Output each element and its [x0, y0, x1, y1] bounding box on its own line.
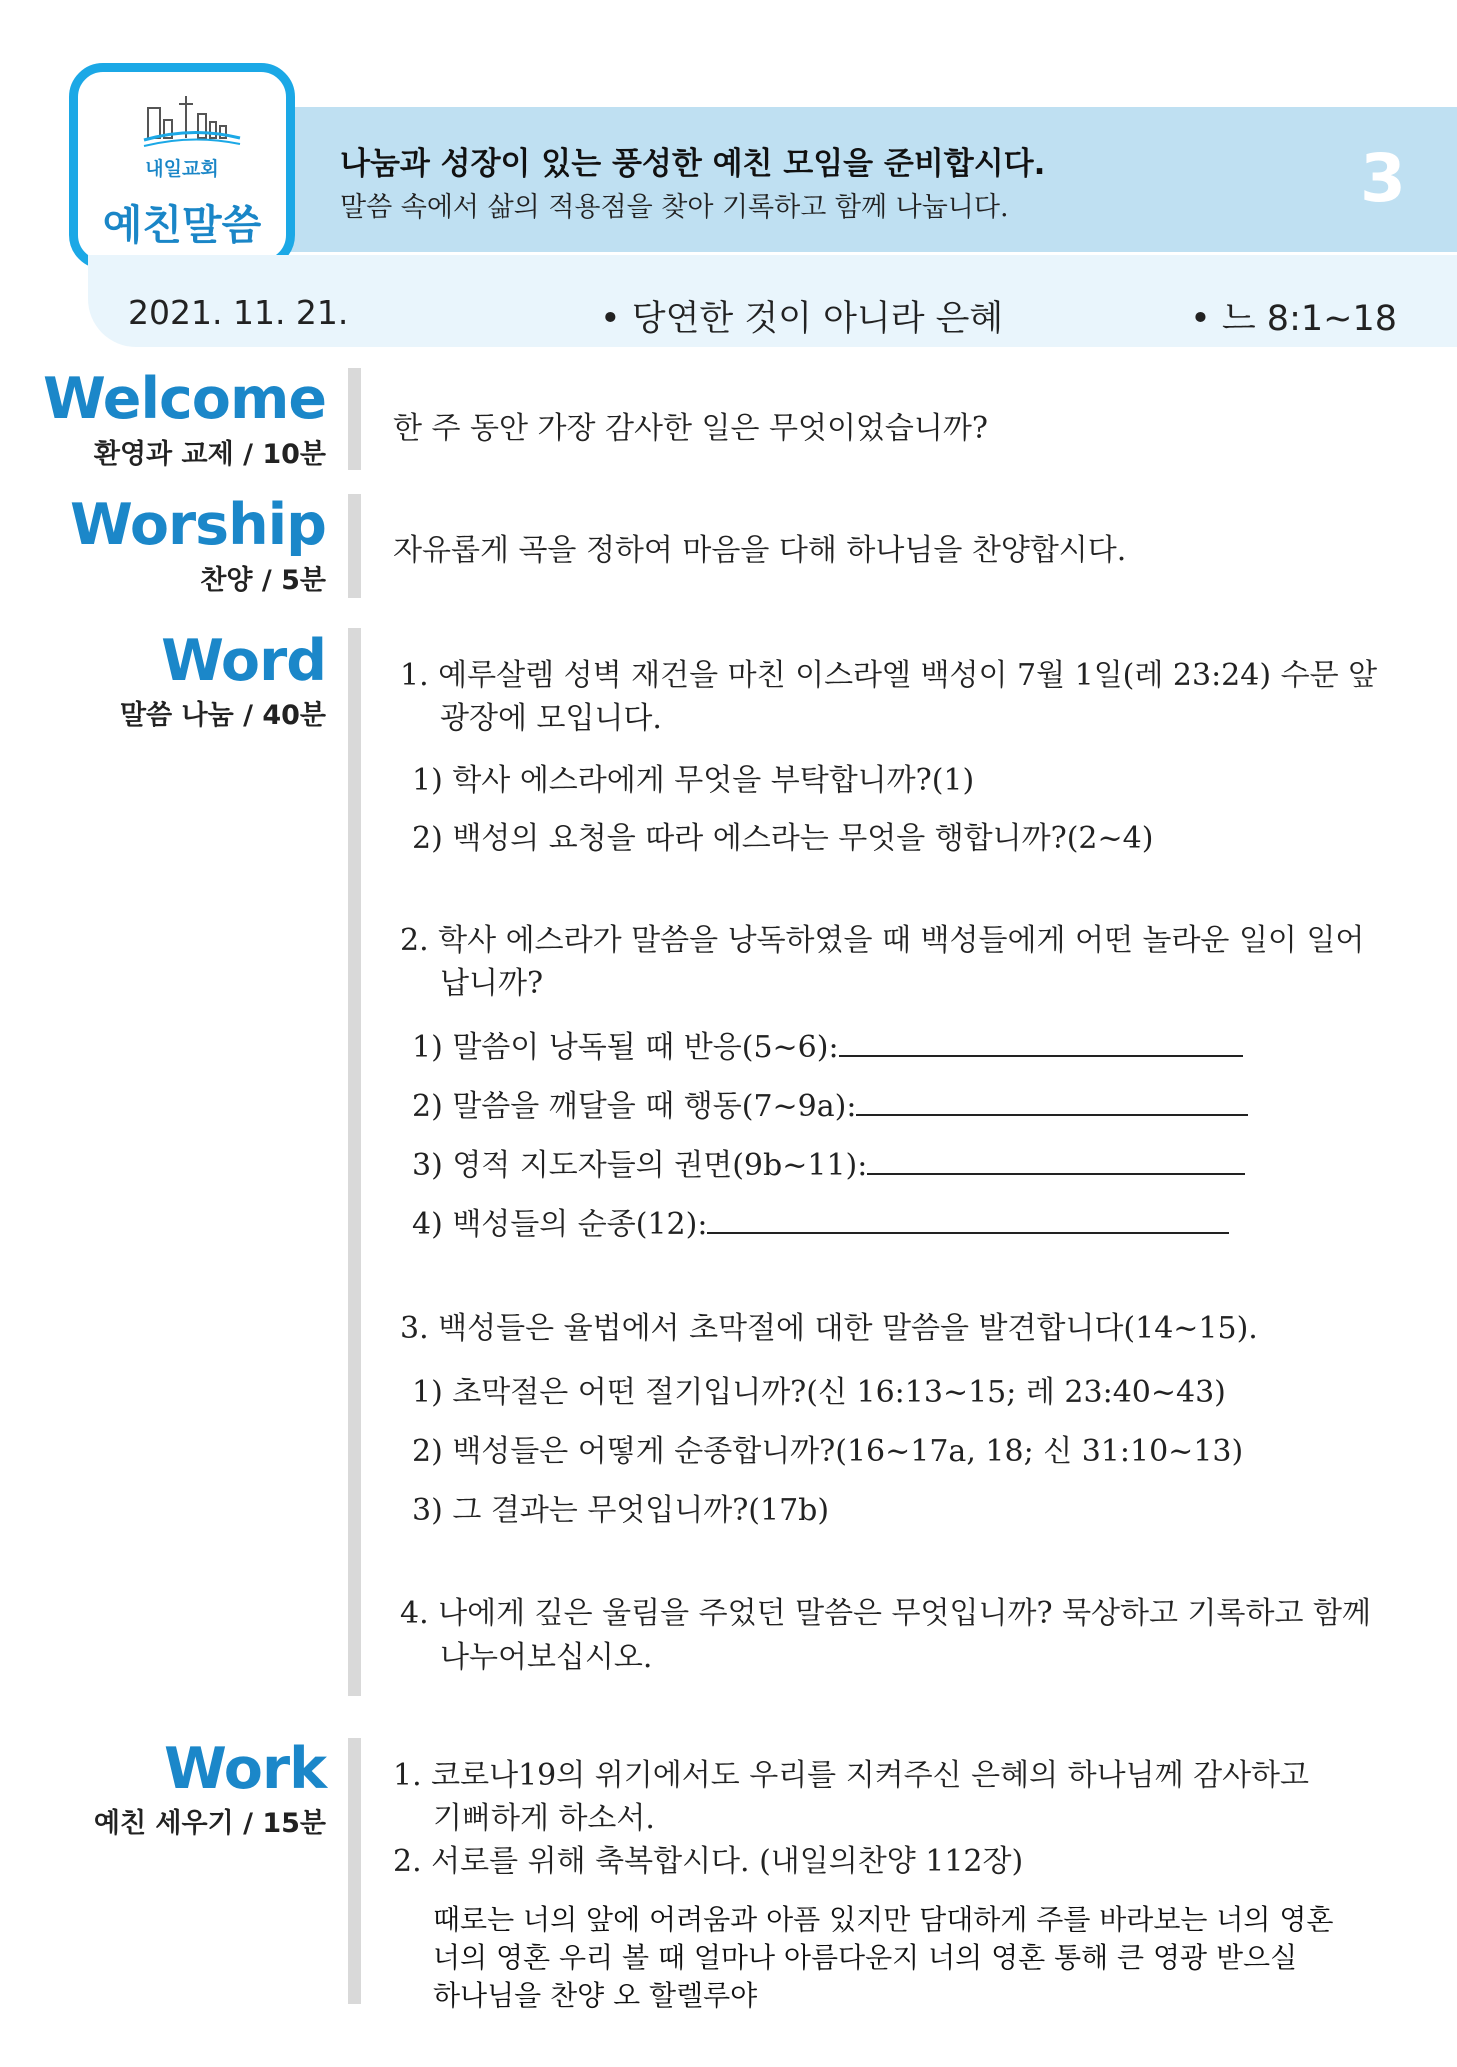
question-4-cont: 나누어보십시오.: [440, 1640, 653, 1675]
question-2-c-label: 3) 영적 지도자들의 권면(9b~11):: [412, 1148, 868, 1183]
answer-blank[interactable]: [867, 1145, 1245, 1175]
word-sub: 말씀 나눔 / 40분: [119, 700, 326, 731]
question-1-cont: 광장에 모입니다.: [440, 701, 662, 736]
welcome-text: 한 주 동안 가장 감사한 일은 무엇이었습니까?: [393, 411, 988, 446]
worship-text: 자유롭게 곡을 정하여 마음을 다해 하나님을 찬양합시다.: [393, 533, 1127, 568]
word-title: Word: [161, 628, 326, 694]
answer-blank[interactable]: [839, 1027, 1243, 1057]
divider-bar: [348, 628, 361, 1696]
question-2-a: [412, 1022, 1243, 1066]
subline: 말씀 속에서 삶의 적용점을 찾아 기록하고 함께 나눕니다.: [340, 192, 1009, 223]
question-1: 1. 예루살렘 성벽 재건을 마친 이스라엘 백성이 7월 1일(레 23:24) 수문 앞: [400, 658, 1378, 693]
prayer-1-cont: 기뻐하게 하소서.: [433, 1801, 655, 1836]
church-name: 내일교회: [145, 158, 219, 180]
divider-bar: [348, 368, 361, 470]
date: 2021. 11. 21.: [128, 293, 349, 332]
church-logo-icon: [142, 94, 242, 154]
prayer-2: 2. 서로를 위해 축복합시다. (내일의찬양 112장): [393, 1844, 1024, 1879]
divider-bar: [348, 494, 361, 598]
hymn-line-2: 너의 영혼 우리 볼 때 얼마나 아름다운지 너의 영혼 통해 큰 영광 받으실: [433, 1941, 1298, 1974]
welcome-sub: 환영과 교제 / 10분: [93, 439, 326, 470]
hymn-line-1: 때로는 너의 앞에 어려움과 아픔 있지만 담대하게 주를 바라보는 너의 영혼: [433, 1903, 1334, 1936]
hymn-line-3: 하나님을 찬양 오 할렐루야: [433, 1979, 758, 2012]
question-2-b-label: 2) 말씀을 깨달을 때 행동(7~9a):: [412, 1089, 857, 1124]
sermon-theme: • 당연한 것이 아니라 은혜: [600, 299, 1004, 339]
question-2-a-label: 1) 말씀이 낭독될 때 반응(5~6):: [412, 1030, 839, 1065]
question-4: 4. 나에게 깊은 울림을 주었던 말씀은 무엇입니까? 묵상하고 기록하고 함께: [400, 1596, 1371, 1631]
question-1-a: 1) 학사 에스라에게 무엇을 부탁합니까?(1): [412, 763, 975, 798]
question-3-b: 2) 백성들은 어떻게 순종합니까?(16~17a, 18; 신 31:10~13): [412, 1434, 1244, 1469]
question-2-c: [412, 1140, 1245, 1184]
worship-sub: 찬양 / 5분: [200, 565, 326, 596]
question-2: 2. 학사 에스라가 말씀을 낭독하였을 때 백성들에게 어떤 놀라운 일이 일어: [400, 923, 1365, 958]
question-3-a: 1) 초막절은 어떤 절기입니까?(신 16:13~15; 레 23:40~43): [412, 1375, 1226, 1410]
logo: [69, 63, 295, 269]
question-2-b: [412, 1081, 1248, 1125]
answer-blank[interactable]: [707, 1204, 1229, 1234]
question-3: 3. 백성들은 율법에서 초막절에 대한 말씀을 발견합니다(14~15).: [400, 1311, 1258, 1346]
welcome-title: Welcome: [42, 366, 326, 432]
worship-title: Worship: [70, 492, 326, 558]
question-1-b: 2) 백성의 요청을 따라 에스라는 무엇을 행합니까?(2~4): [412, 821, 1154, 856]
question-3-c: 3) 그 결과는 무엇입니까?(17b): [412, 1493, 830, 1528]
scripture-reference: • 느 8:1~18: [1190, 299, 1397, 339]
headline: 나눔과 성장이 있는 풍성한 예친 모임을 준비합시다.: [340, 146, 1046, 182]
work-sub: 예친 세우기 / 15분: [93, 1808, 326, 1839]
work-title: Work: [163, 1736, 326, 1802]
page-number: 3: [1360, 140, 1406, 217]
question-2-d-label: 4) 백성들의 순종(12):: [412, 1207, 708, 1242]
question-2-d: [412, 1199, 1229, 1243]
divider-bar: [348, 1738, 361, 2004]
answer-blank[interactable]: [856, 1086, 1248, 1116]
question-2-cont: 납니까?: [440, 966, 544, 1001]
logo-title: 예친말씀: [102, 201, 262, 249]
prayer-1: 1. 코로나19의 위기에서도 우리를 지켜주신 은혜의 하나님께 감사하고: [393, 1758, 1310, 1793]
